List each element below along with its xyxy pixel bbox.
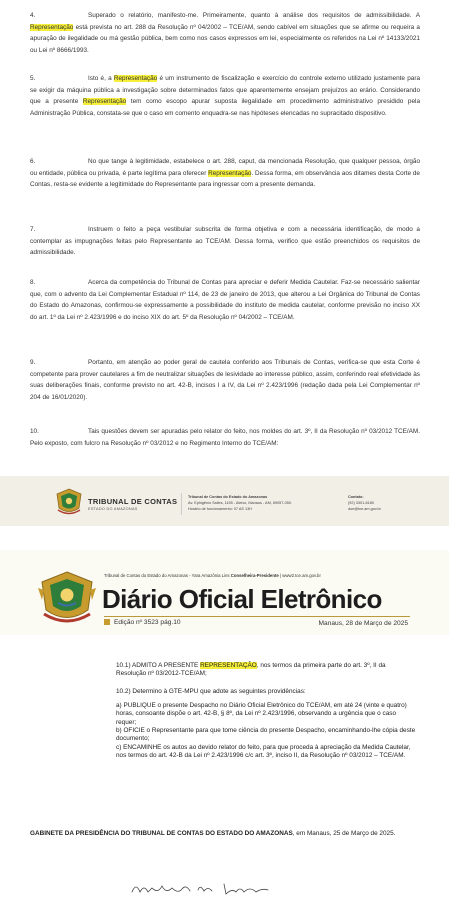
paragraph-10: 10. Tais questões devem ser apuradas pelo relator do feito, nos moldes do art. 3º, II da Resolução nº 03/2012 TCE/AM. Pelo exposto, com fulcro na Resolução nº 03/2012 e no Regimento Interno do TCE/AM: [30,428,420,447]
paragraph-7: 7. Instruem o feito a peça vestibular subscrita de forma objetiva e com a necessária identificação, de modo a contemplar as impugnações feitas pelo Representante ao TCE/AM. Dessa forma, verifico que estão preenchidos os requisitos de admissibilidade. [30,226,420,257]
paragraph-number: 5. [30,75,36,82]
footer-address [188,494,292,512]
footer-address-title: Tribunal de Contas do Estado do Amazonas [188,495,268,499]
highlight-representacao: Representação [208,169,252,177]
highlight-representacao: Representação [113,75,158,82]
footer-hours: Horário de funcionamento: 07 AS 13H [188,507,252,511]
highlight-representacao: Representação [82,98,127,106]
footer-phone: (92) 3301-8180 [348,501,374,505]
decision-item-c: c) ENCAMINHE os autos ao devido relator do feito, para que proceda à apreciação da Medida Cautelar, nos termos do art. 42-B da Lei nº 2.423/1996 c/c art. 3º, inciso II, da Resolução nº 03/2012 – TCE/AM. [116,744,411,760]
footer-contact-label: Contato: [348,495,364,499]
edition-label: Edição nº 3523 pág.10 [104,619,181,626]
highlight-representacao: Representação [30,23,74,31]
tce-seal-icon [54,488,84,516]
journal-title: Diário Oficial Eletrônico [102,584,382,614]
paragraph-number: 7. [30,226,36,233]
paragraph-number: 4. [30,12,36,19]
paragraph-5: 5. Isto é, a Representação é um instrumento de fiscalização e exercício do controle externo utilizado justamente para se exigir da máquina pública a investigação sobre determinados fatos que aparentemente ensejam prejuízos ao erário. Considerando que a presente Representação tem como escopo apurar suposta ilegalidade em procedimento administrativo presidido pela Administração Pública, constata-se que o caso em comento enquadra-se nas hipóteses elencadas no supracitado dispositivo. [30,75,421,117]
paragraph-number: 6. [30,158,36,165]
paragraph-8: 8. Acerca da competência do Tribunal de Contas para apreciar e deferir Medida Cautelar. Faz-se necessário salientar que, com o advento da Lei Complementar Estadual nº 114, de 23 de janeiro de 2013, que alterou a Lei Orgânica do Tribunal de Contas do Estado do Amazonas, confirmou-se expressamente a possibilidade do instituto de medida cautelar, conforme previsão no inciso XX do art. 1º da Lei nº 2.423/1996 e do inciso XIX do art. 5º da Resolução nº 04/2002 – TCE/AM. [30,279,420,321]
decision-item-a: a) PUBLIQUE o presente Despacho no Diário Oficial Eletrônico do TCE/AM, em até 24 (vinte e quatro) horas, consoante dispõe o art. 42-B, § 8º, da Lei nº 2.423/1996, observando a urgência que o caso requer; [116,702,407,726]
publication-date: Manaus, 28 de Março de 2025 [318,620,408,627]
header-topline: Tribunal de Contas do Estado do Amazonas - Yara Amazônia Lins Conselheira-Presidente | www2.tce.am.gov.br [104,573,321,578]
paragraph-4: 4. Superado o relatório, manifesto-me. Primeiramente, quanto à análise dos requisitos de admissibilidade. A Representação está prevista no art. 288 da Resolução nº 04/2002 – TCE/AM, sendo cabível em situações que se afirme ou requeira a apuração de ilegalidade ou má gestão pública, bem como nos casos expressos em lei, especialmente os referidos na Lei nº 14133/2021 ou Lei nº 8666/1993. [30,12,420,54]
paragraph-9: 9. Portanto, em atenção ao poder geral de cautela conferido aos Tribunais de Contas, verifica-se que esta Corte é competente para prover cautelares a fim de neutralizar situações de lesividade ao interesse público, assim, conferindo real efetividade às suas deliberações finais, conforme previsto no art. 42-B, incisos I a IV, da Lei nº 2.423/1996 (redação dada pela Lei Complementar nº 204 de 16/01/2020). [30,359,420,401]
tce-seal-icon [36,570,98,626]
paragraph-number: 10. [30,428,39,435]
closing-statement: GABINETE DA PRESIDÊNCIA DO TRIBUNAL DE CONTAS DO ESTADO DO AMAZONAS, em Manaus, 25 de Março de 2025. [30,830,396,837]
paragraph-number: 8. [30,279,36,286]
square-bullet-icon [104,619,110,625]
decision-item-10-1: 10.1) ADMITO A PRESENTE REPRESENTAÇÃO, nos termos da primeira parte do art. 3º, II da Resolução nº 03/2012-TCE/AM; [116,662,386,678]
paragraph-number: 9. [30,359,36,366]
footer-address-line: Av. Ephigênio Salles, 1155 - Aleixo, Manaus - AM, 69057-050. [188,501,293,505]
paragraph-6: 6. No que tange à legitimidade, estabelece o art. 288, caput, da mencionada Resolução, que qualquer pessoa, órgão ou entidade, pública ou privada, é parte legítima para oferecer Representação. Dessa forma, em observância aos ditames desta Corte de Contas, resta-se evidente a legitimidade do Representante para ingressar com a presente demanda. [30,158,420,189]
footer-divider [181,493,182,515]
decision-item-b: b) OFICIE o Representante para que tome ciência do presente Despacho, encaminhando-lhe cópia deste documento; [116,727,416,743]
handwritten-signature [128,880,278,898]
footer-brand-sub: ESTADO DO AMAZONAS [88,507,138,511]
footer-email[interactable]: doe@tce.am.gov.br [348,507,381,511]
decision-item-10-2: 10.2) Determino à GTE-MPU que adote as seguintes providências: [116,688,306,695]
footer-brand: TRIBUNAL DE CONTAS [88,497,178,506]
highlight-representacao: REPRESENTAÇÃO [200,662,257,669]
footer-contact [348,494,381,512]
header-rule [104,616,410,617]
